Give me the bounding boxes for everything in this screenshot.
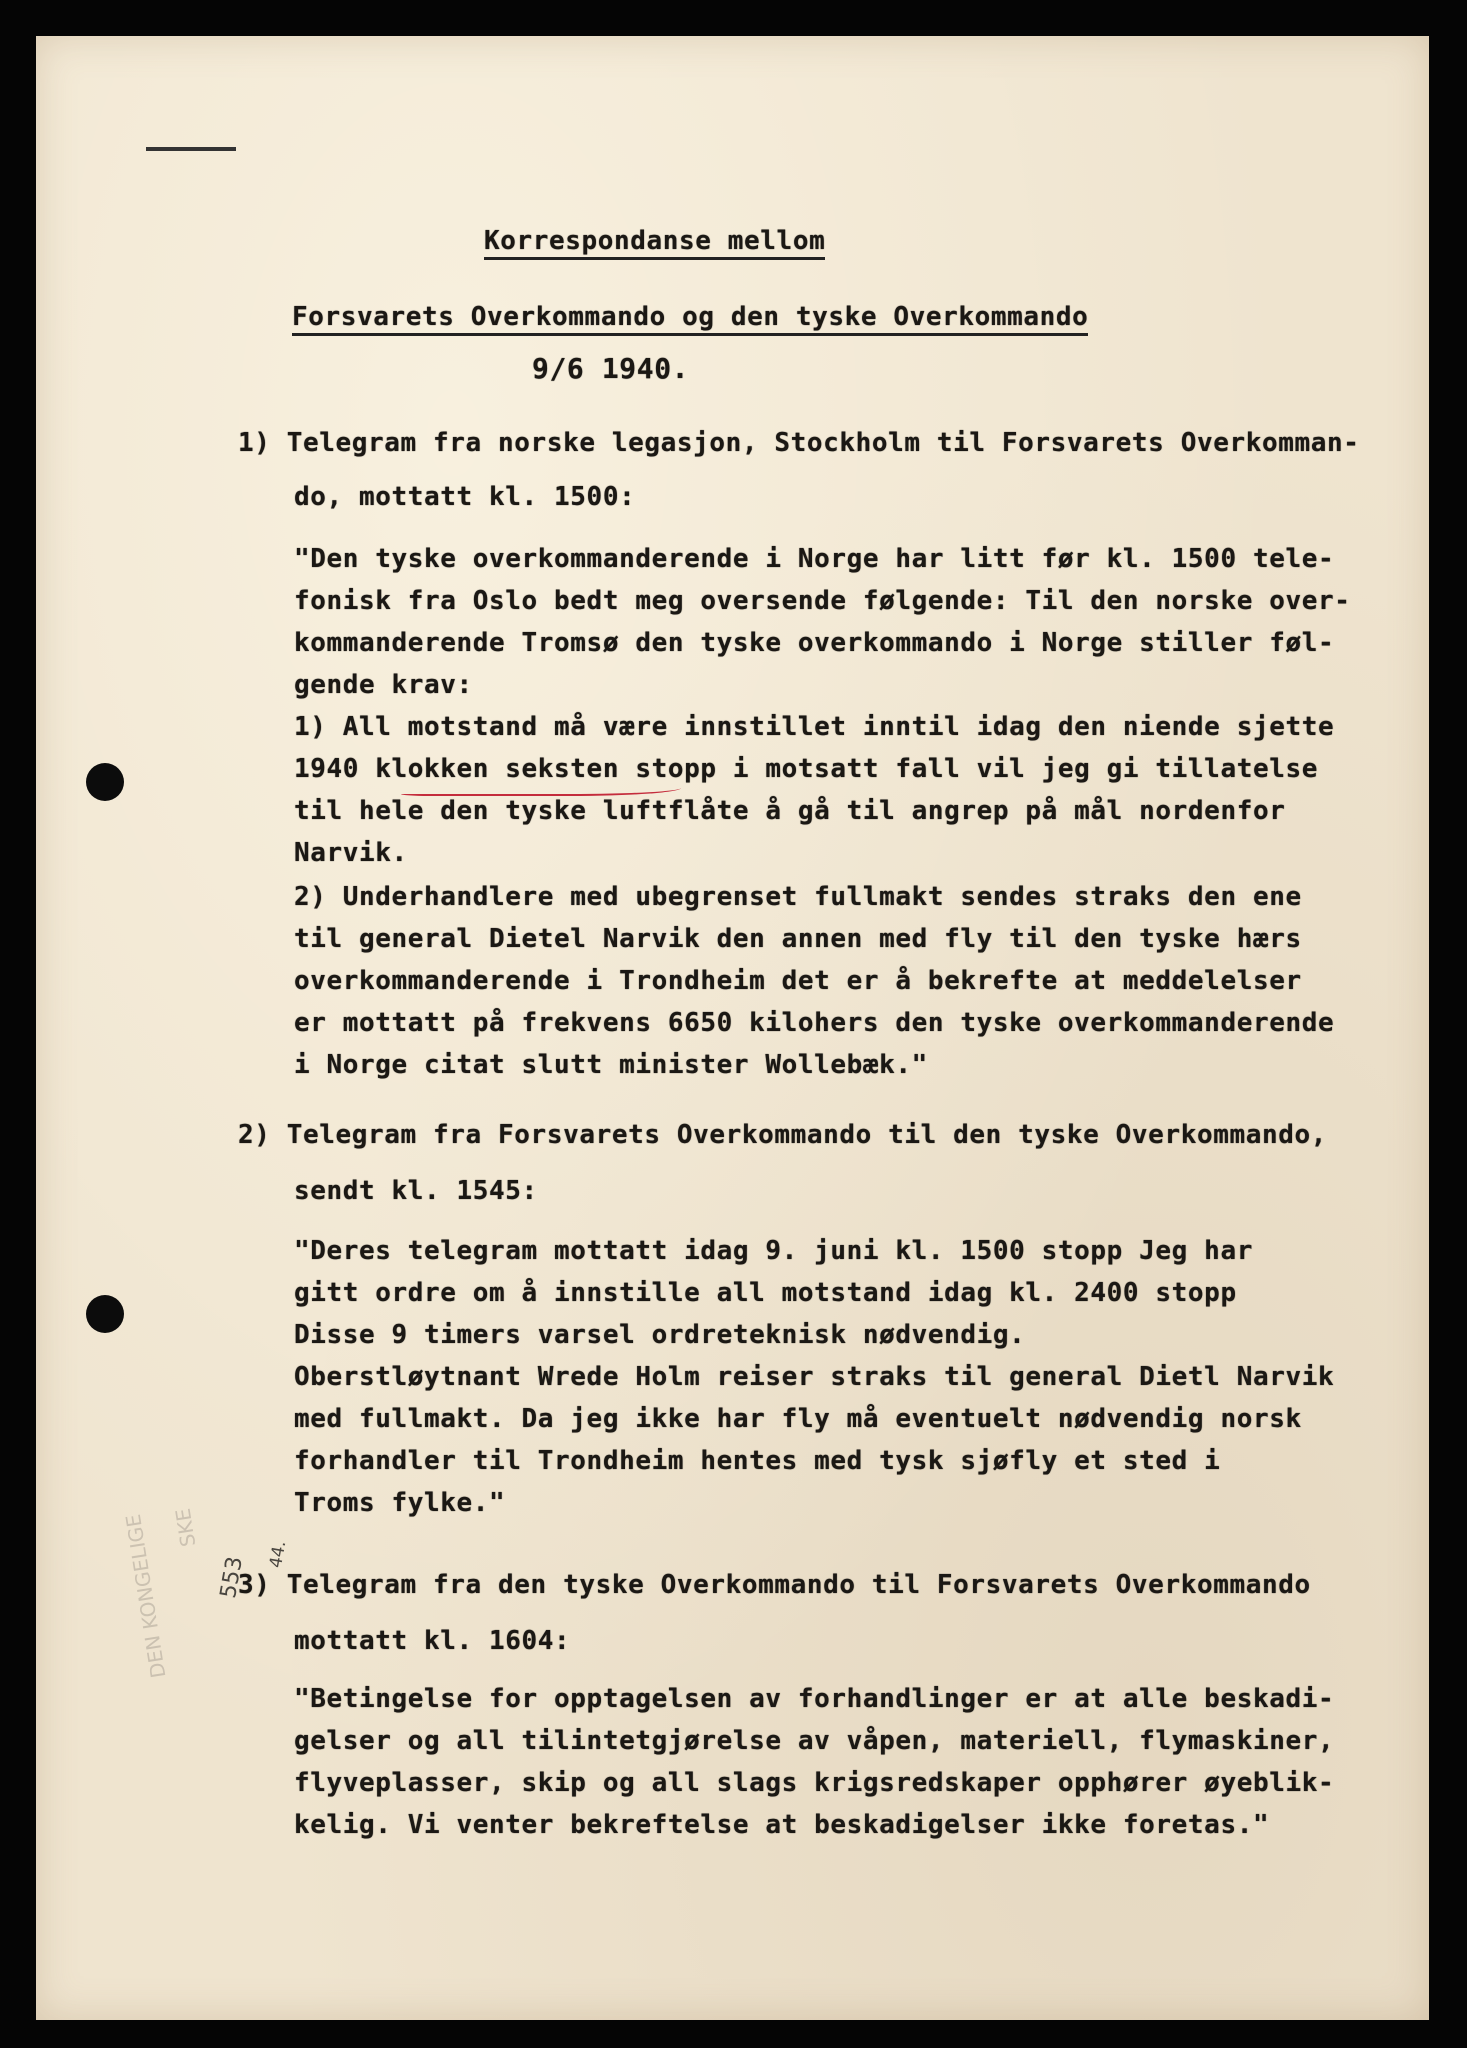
item2-line: sendt kl. 1545: bbox=[294, 1176, 538, 1206]
stamp-text-2: SKE bbox=[170, 1506, 201, 1549]
item3-line: mottatt kl. 1604: bbox=[294, 1626, 571, 1656]
item2-line: Disse 9 timers varsel ordreteknisk nødvendig. bbox=[294, 1320, 1026, 1350]
item1-line: fonisk fra Oslo bedt meg oversende følgende: Til den norske over- bbox=[294, 586, 1351, 616]
item1-line: "Den tyske overkommanderende i Norge har litt før kl. 1500 tele- bbox=[294, 544, 1335, 574]
document-page bbox=[36, 36, 1429, 2020]
punch-hole-top bbox=[86, 763, 124, 801]
item1-line: 1940 klokken seksten stopp i motsatt fall vil jeg gi tillatelse bbox=[294, 754, 1318, 784]
item2-line: gitt ordre om å innstille all motstand idag kl. 2400 stopp bbox=[294, 1278, 1237, 1308]
item3-line: flyveplasser, skip og all slags krigsredskaper opphører øyeblik- bbox=[294, 1768, 1335, 1798]
heading-date: 9/6 1940. bbox=[532, 352, 690, 385]
item2-line: "Deres telegram mottatt idag 9. juni kl. 1500 stopp Jeg har bbox=[294, 1236, 1253, 1266]
item2-line: 2) Telegram fra Forsvarets Overkommando til den tyske Overkommando, bbox=[238, 1120, 1327, 1150]
item3-line: 3) Telegram fra den tyske Overkommando til Forsvarets Overkommando bbox=[238, 1570, 1311, 1600]
faded-archive-stamp bbox=[100, 1426, 286, 1687]
pencil-number-553: 553 bbox=[216, 1554, 248, 1601]
item1-line: kommanderende Tromsø den tyske overkommando i Norge stiller føl- bbox=[294, 628, 1335, 658]
item2-line: forhandler til Trondheim hentes med tysk sjøfly et sted i bbox=[294, 1446, 1221, 1476]
item3-line: kelig. Vi venter bekreftelse at beskadigelser ikke foretas." bbox=[294, 1810, 1270, 1840]
pencil-dash-mark bbox=[146, 147, 236, 151]
heading-line2: Forsvarets Overkommando og den tyske Overkommando bbox=[292, 302, 1088, 336]
item1-line: gende krav: bbox=[294, 670, 473, 700]
item1-line: 1) Telegram fra norske legasjon, Stockholm til Forsvarets Overkomman- bbox=[238, 428, 1360, 458]
item1-line: 2) Underhandlere med ubegrenset fullmakt sendes straks den ene bbox=[294, 882, 1302, 912]
item3-line: gelser og all tilintetgjørelse av våpen, materiell, flymaskiner, bbox=[294, 1726, 1335, 1756]
red-pencil-underline bbox=[401, 776, 681, 796]
item1-line: til general Dietel Narvik den annen med fly til den tyske hærs bbox=[294, 924, 1302, 954]
pencil-note-small: 44. bbox=[266, 1539, 291, 1570]
item2-line: Troms fylke." bbox=[294, 1488, 506, 1518]
item3-line: "Betingelse for opptagelsen av forhandlinger er at alle beskadi- bbox=[294, 1684, 1335, 1714]
item1-line: til hele den tyske luftflåte å gå til angrep på mål nordenfor bbox=[294, 796, 1286, 826]
punch-hole-bottom bbox=[86, 1295, 124, 1333]
item1-line: Narvik. bbox=[294, 838, 408, 868]
heading-line1: Korrespondanse mellom bbox=[484, 226, 825, 260]
stamp-text-1: DEN KONGELIGE bbox=[120, 1512, 171, 1680]
item1-line: er mottatt på frekvens 6650 kilohers den tyske overkommanderende bbox=[294, 1008, 1335, 1038]
item1-line: overkommanderende i Trondheim det er å bekrefte at meddelelser bbox=[294, 966, 1302, 996]
item1-line: do, mottatt kl. 1500: bbox=[294, 482, 636, 512]
item1-line: i Norge citat slutt minister Wollebæk." bbox=[294, 1050, 928, 1080]
item2-line: Oberstløytnant Wrede Holm reiser straks til general Dietl Narvik bbox=[294, 1362, 1335, 1392]
item1-line: 1) All motstand må være innstillet inntil idag den niende sjette bbox=[294, 712, 1335, 742]
item2-line: med fullmakt. Da jeg ikke har fly må eventuelt nødvendig norsk bbox=[294, 1404, 1302, 1434]
